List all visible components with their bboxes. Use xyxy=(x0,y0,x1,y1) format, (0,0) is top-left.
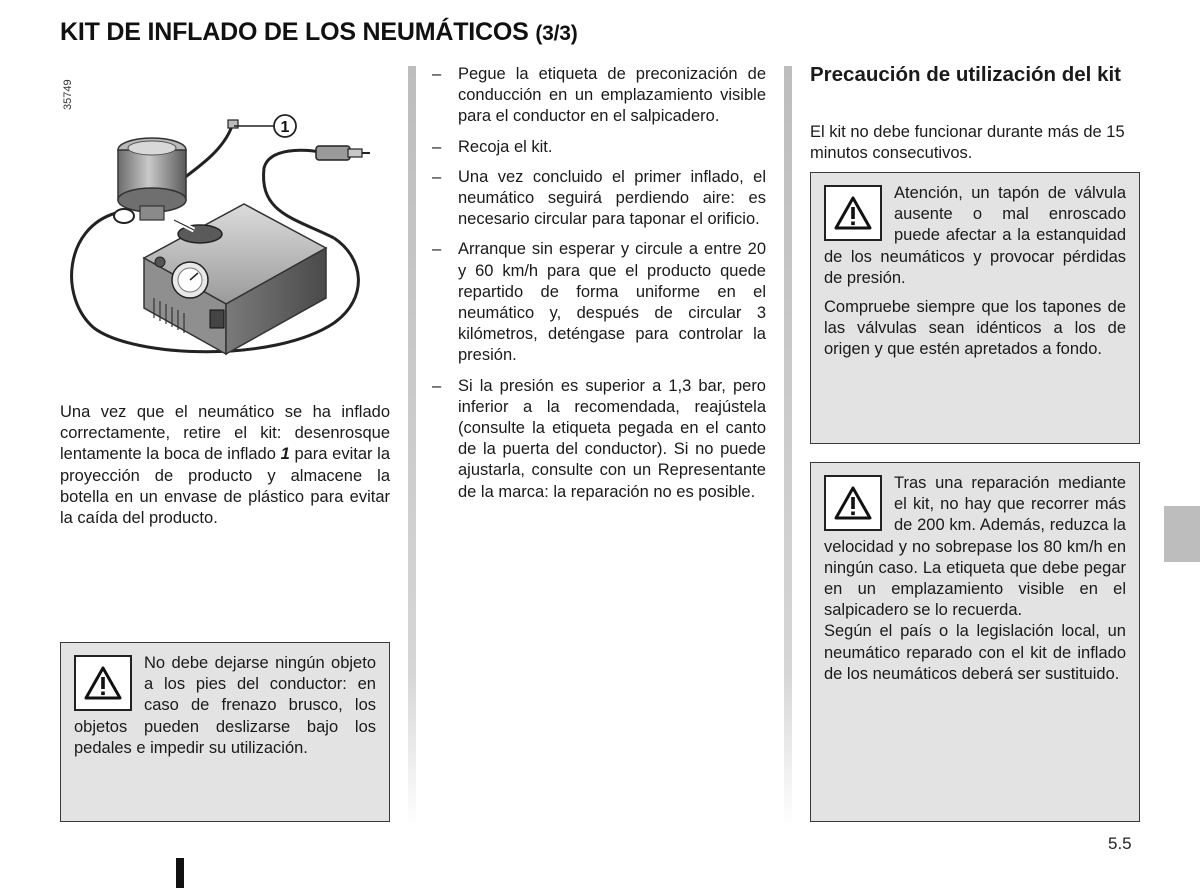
page-number: 5.5 xyxy=(1108,834,1132,853)
crop-mark xyxy=(176,858,184,888)
list-dash: – xyxy=(432,376,442,395)
right-paragraph: El kit no debe funcionar durante más de 15 minutos consecutivos. xyxy=(810,123,1125,163)
warning-triangle-icon xyxy=(824,185,882,241)
list-item-text: Si la presión es superior a 1,3 bar, pero inferior a la recomendada, reajústela (consulte la etiqueta pegada en el canto de la puerta del conductor). Si no puede ajustarla, consulte con un Representante de la marca: la reparación no es posible. xyxy=(458,376,766,501)
warning-box-objects xyxy=(60,642,390,822)
warning-objects-text: No debe dejarse ningún objeto a los pies del conductor: en caso de frenazo brusco, los objetos pueden deslizarse bajo los pedales e impedir su utilización. xyxy=(74,654,376,757)
warning-triangle-icon xyxy=(824,475,882,531)
section-heading: Precaución de utilización del kit xyxy=(810,63,1121,86)
column-separator-left xyxy=(408,66,416,826)
figure-number-text: 35749 xyxy=(62,79,74,110)
page-title xyxy=(60,18,578,47)
list-dash: – xyxy=(432,167,442,186)
page-title-suffix: (3/3) xyxy=(535,22,578,45)
list-item-text: Pegue la etiqueta de preconización de conducción en un emplazamiento visible para el conductor en el salpicadero. xyxy=(458,65,766,126)
left-paragraph xyxy=(60,402,390,529)
warning-valve-text-1: Atención, un tapón de válvula ausente o mal enroscado puede afectar a la estanquidad de los neumáticos y provocar pérdidas de presión. xyxy=(824,184,1126,287)
instructions-list xyxy=(432,64,766,512)
warning-repair-text-1: Tras una reparación mediante el kit, no hay que recorrer más de 200 km. Además, reduzca la velocidad y no sobrepase los 80 km/h en ningún caso. La etiqueta que debe pegar en un emplazamiento visible en el salpicadero se lo recuerda. xyxy=(824,474,1126,620)
list-item xyxy=(432,64,766,128)
callout-number: 1 xyxy=(280,119,290,136)
warning-repair-text-2: Según el país o la legislación local, un neumático reparado con el kit de inflado de los neumáticos deberá ser sustituido. xyxy=(824,622,1126,683)
chapter-tab xyxy=(1164,506,1200,562)
left-paragraph-text-a: Una vez que el neumático se ha inflado correctamente, retire el kit: desenrosque lentamente la boca de inflado xyxy=(60,403,390,464)
list-item xyxy=(432,137,766,158)
warning-box-repair xyxy=(810,462,1140,822)
list-item xyxy=(432,239,766,366)
left-paragraph-text-b: para evitar la proyección de producto y almacene la botella en un envase de plástico para evitar la caída del producto. xyxy=(60,445,391,528)
warning-box-valve xyxy=(810,172,1140,444)
inflation-kit-illustration xyxy=(64,108,374,366)
column-separator-right xyxy=(784,66,792,826)
list-dash: – xyxy=(432,137,442,156)
list-item-text: Arranque sin esperar y circule a entre 20 y 60 km/h para que el producto quede repartido de forma uniforme en el neumático y, después de circular 3 kilómetros, deténgase para controlar la presión. xyxy=(458,240,766,365)
list-item xyxy=(432,167,766,231)
list-item xyxy=(432,376,766,503)
page-title-main: KIT DE INFLADO DE LOS NEUMÁTICOS xyxy=(60,18,529,46)
list-dash: – xyxy=(432,65,442,83)
warning-valve-text-2: Compruebe siempre que los tapones de las válvulas sean idénticos a los de origen y que estén apretados a fondo. xyxy=(824,298,1126,359)
list-dash: – xyxy=(432,240,442,259)
warning-triangle-icon xyxy=(74,655,132,711)
list-item-text: Una vez concluido el primer inflado, el neumático seguirá perdiendo aire: es necesario circular para taponar el orificio. xyxy=(458,167,766,229)
list-item-text: Recoja el kit. xyxy=(458,137,553,156)
left-paragraph-ref: 1 xyxy=(280,445,290,464)
